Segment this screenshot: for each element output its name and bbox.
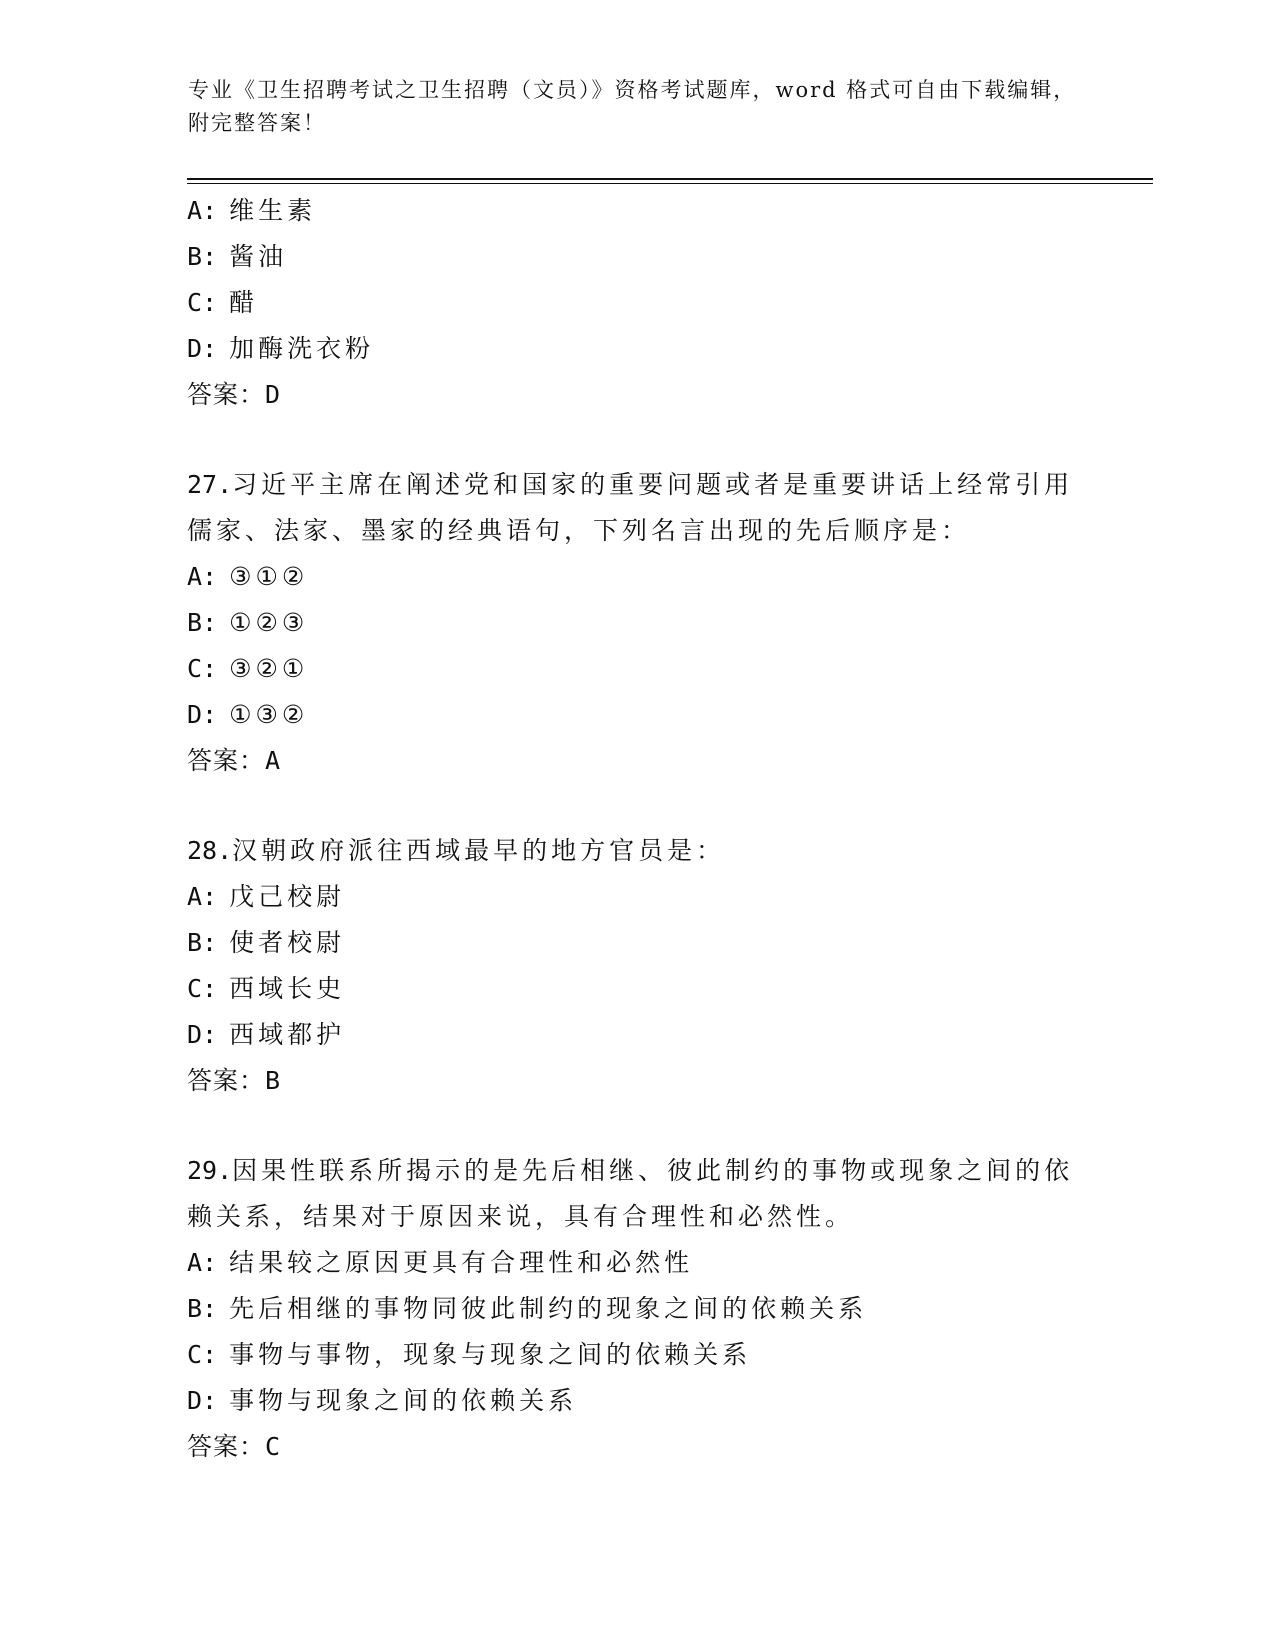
question-27 [187,462,1087,784]
option-c [187,1332,1087,1378]
option-text: 酱油 [229,242,288,271]
option-a [187,188,1087,234]
option-a [187,554,1087,600]
option-d [187,1378,1087,1424]
option-letter: A: [187,196,218,225]
question-stem-line-2: 赖关系，结果对于原因来说，具有合理性和必然性。 [187,1202,855,1231]
question-stem [187,462,1087,554]
question-number: 28. [187,836,233,865]
question-stem-line-2: 儒家、法家、墨家的经典语句，下列名言出现的先后顺序是： [187,516,971,545]
option-text: ③①② [229,562,309,591]
option-letter: A: [187,882,218,911]
option-letter: C: [187,974,218,1003]
option-text: ①②③ [229,608,309,637]
option-text: 事物与事物，现象与现象之间的依赖关系 [229,1340,752,1369]
option-b [187,234,1087,280]
option-a [187,874,1087,920]
option-d [187,692,1087,738]
option-letter: B: [187,608,218,637]
question-stem [187,1148,1087,1240]
option-letter: C: [187,1340,218,1369]
option-b [187,1286,1087,1332]
option-b [187,600,1087,646]
option-letter: B: [187,928,218,957]
answer-value: D [265,380,282,409]
option-letter: B: [187,1294,218,1323]
option-text: 加酶洗衣粉 [229,334,375,363]
answer-line [187,1058,1087,1104]
option-letter: C: [187,288,218,317]
option-letter: C: [187,654,218,683]
question-stem-line-1: 汉朝政府派往西域最早的地方官员是： [232,836,726,865]
option-text: 戊己校尉 [229,882,346,911]
question-number: 27. [187,470,233,499]
question-29 [187,1148,1087,1470]
option-letter: A: [187,562,218,591]
option-b [187,920,1087,966]
option-text: 使者校尉 [229,928,346,957]
question-26-partial [187,188,1087,418]
option-d [187,326,1087,372]
option-text: ③②① [229,654,309,683]
option-text: 西域长史 [229,974,346,1003]
option-text: 维生素 [229,196,317,225]
option-text: ①③② [229,700,309,729]
question-28 [187,828,1087,1104]
option-text: 西域都护 [229,1020,346,1049]
question-number: 29. [187,1156,233,1185]
question-stem-line-1: 因果性联系所揭示的是先后相继、彼此制约的事物或现象之间的依 [232,1156,1074,1185]
answer-label: 答案： [187,380,266,409]
option-text: 结果较之原因更具有合理性和必然性 [229,1248,694,1277]
answer-label: 答案： [187,746,266,775]
option-text: 醋 [229,288,259,317]
header-divider-thin [187,183,1153,184]
option-c [187,280,1087,326]
option-letter: B: [187,242,218,271]
document-header [188,74,1088,140]
answer-line [187,738,1087,784]
question-stem-line-1: 习近平主席在阐述党和国家的重要问题或者是重要讲话上经常引用 [232,470,1074,499]
answer-value: C [265,1432,282,1461]
answer-value: A [265,746,282,775]
option-a [187,1240,1087,1286]
answer-label: 答案： [187,1066,266,1095]
header-divider-thick [187,178,1153,180]
option-c [187,646,1087,692]
question-stem [187,828,1087,874]
option-text: 事物与现象之间的依赖关系 [229,1386,578,1415]
option-c [187,966,1087,1012]
option-letter: A: [187,1248,218,1277]
answer-line [187,372,1087,418]
option-letter: D: [187,334,218,363]
option-letter: D: [187,700,218,729]
answer-value: B [265,1066,282,1095]
question-list [187,188,1087,1470]
option-letter: D: [187,1386,218,1415]
option-d [187,1012,1087,1058]
option-text: 先后相继的事物同彼此制约的现象之间的依赖关系 [229,1294,868,1323]
answer-line [187,1424,1087,1470]
option-letter: D: [187,1020,218,1049]
header-text: 专业《卫生招聘考试之卫生招聘（文员）》资格考试题库，word 格式可自由下载编辑，附完整答案！ [188,78,1077,135]
answer-label: 答案： [187,1432,266,1461]
